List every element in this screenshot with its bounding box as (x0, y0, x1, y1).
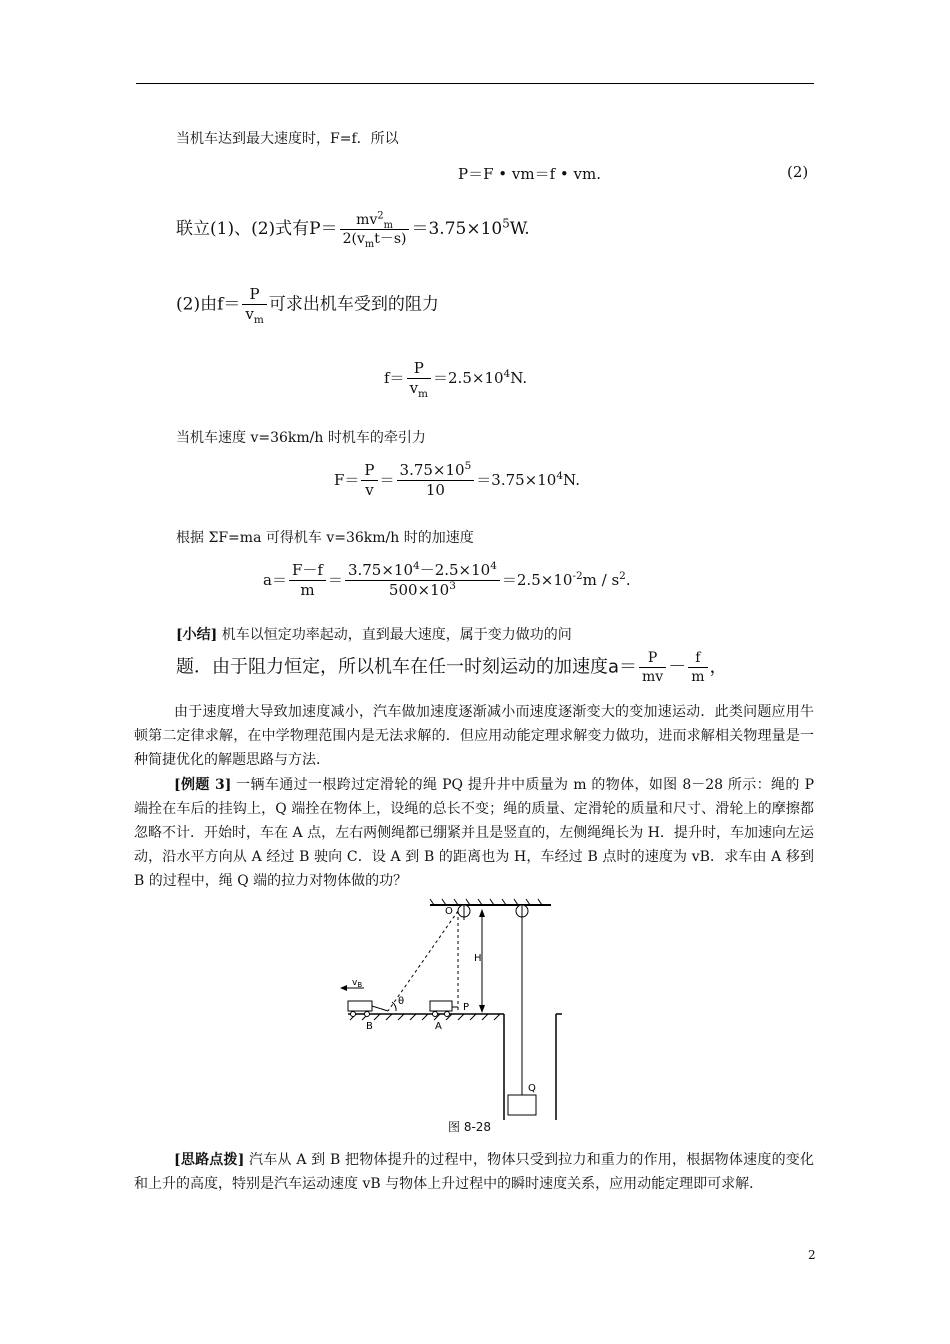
label-A: A (435, 1021, 442, 1032)
eq7-post-sup: 4 (556, 469, 564, 482)
text-line-1: 当机车达到最大速度时，F=f．所以 (176, 131, 399, 147)
label-vB (352, 978, 362, 989)
equation-number-2: (2) (787, 163, 809, 181)
summary-equation (176, 650, 728, 685)
text-line-8: 根据 ΣF=ma 可得机车 v=36km/h 时的加速度 (176, 530, 474, 546)
eq7-f2-den: 10 (425, 481, 445, 500)
label-O: O (445, 906, 453, 917)
eq5-num: P (407, 360, 431, 379)
eq11-f2-num: f (688, 650, 707, 668)
paragraph-explanation: 由于速度增大导致加速度减小，汽车做加速度逐渐减小而速度逐渐变大的变加速运动．此类问题应用牛顿第二定律求解，在中学物理范围内是无法求解的．但应用动能定理求解变力做功，进而求解相关物理量是一种简捷优化的解题思路与方法． (134, 704, 814, 768)
label-Q: Q (528, 1083, 536, 1094)
eq3-num-sub: m (383, 219, 393, 231)
eq3-post-sup: 5 (502, 216, 510, 231)
eq9-post-end-sup: 2 (619, 569, 626, 582)
example-3-text: 一辆车通过一根跨过定滑轮的绳 PQ 提升井中质量为 m 的物体，如图 8－28 所示：绳的 P 端拴在车后的挂钩上，Q 端拴在物体上，设绳的总长不变；绳的质量、定滑轮的质量和尺寸、滑轮上的摩擦都忽略不计．开始时，车在 A 点，左右两侧绳都已绷紧并且是竖直的，左侧绳绳长为 H．提升时，车加速向左运动，沿水平方向从 A 经过 B 驶向 C．设 A 到 B 的距离也为 H，车经过 B 点时的速度为 vB．求车由 A 移到 B 的过程中，绳 Q 端的拉力对物体做的功？ (134, 777, 814, 889)
eq4-fraction (242, 285, 266, 327)
eq4-den: v (245, 305, 254, 324)
eq9-f1-den: m (300, 581, 315, 600)
eq11-fraction-1 (639, 650, 666, 685)
eq7-prefix: F＝ (334, 470, 360, 489)
hint-text: 汽车从 A 到 B 把物体提升的过程中，物体只受到拉力和重力的作用，根据物体速度的变化和上升的高度，特别是汽车运动速度 vB 与物体上升过程中的瞬时速度关系，应用动能定理即可求解． (134, 1152, 815, 1192)
hint-paragraph (134, 1148, 814, 1196)
eq11-fraction-2 (688, 650, 707, 685)
eq9-f1-num: F－f (289, 562, 326, 581)
eq3-den-sub: m (364, 238, 375, 250)
mass-Q (508, 1095, 536, 1115)
eq11-f1-num: P (639, 650, 666, 668)
eq4-post: 可求出机车受到的阻力 (268, 294, 439, 315)
equation-a-value (263, 562, 631, 600)
height-arrow-top (479, 909, 485, 917)
eq5-fraction (407, 359, 431, 401)
eq9-mid: ＝ (327, 570, 343, 589)
eq7-mid: ＝ (379, 470, 395, 489)
eq3-prefix: 联立(1)、(2)式有P＝ (176, 219, 338, 240)
eq9-prefix: a＝ (263, 570, 287, 589)
ground-right (556, 1014, 562, 1120)
eq11-prefix: 题．由于阻力恒定，所以机车在任一时刻运动的加速度a＝ (176, 656, 638, 678)
eq9-post-sup: -2 (572, 569, 583, 582)
eq9-f2-num-a-sup: 4 (413, 560, 420, 572)
eq7-f2-num: 3.75×10 (399, 461, 465, 479)
eq4-num: P (242, 286, 266, 305)
text-line-6: 当机车速度 v=36km/h 时机车的牵引力 (176, 430, 426, 446)
eq5-prefix: f＝ (384, 368, 405, 387)
hint-label: [思路点拨] (174, 1152, 245, 1168)
eq7-fraction-1 (361, 462, 377, 500)
eq9-post: ＝2.5×10 (501, 570, 573, 589)
eq7-fraction-2 (397, 462, 475, 500)
eq9-f2-den-sup: 3 (449, 580, 456, 593)
height-arrow-bottom (479, 1005, 485, 1013)
eq7-post: ＝3.75×10 (476, 470, 557, 489)
eq11-post: ， (709, 656, 728, 678)
eq7-f1-den: v (365, 481, 374, 500)
eq5-den-sub: m (418, 388, 429, 401)
angle-arc (392, 1002, 396, 1011)
eq7-f2-num-sup: 5 (464, 460, 472, 472)
eq4-den-sub: m (253, 314, 264, 327)
eq9-post-end: m / s (582, 570, 620, 589)
summary-line (176, 624, 572, 644)
equation-f-value (384, 359, 528, 401)
header-rule (136, 83, 814, 84)
eq11-f2-den: m (691, 669, 705, 686)
eq3-fraction (340, 210, 410, 250)
label-vB-sub: B (357, 981, 363, 989)
eq5-post-end: N. (510, 368, 528, 387)
eq11-f1-den: mv (642, 669, 664, 686)
eq3-post-end: W. (509, 219, 530, 240)
eq9-fraction-2 (345, 562, 500, 600)
figure-8-28 (336, 895, 562, 1120)
eq4-prefix: (2)由f＝ (176, 294, 241, 315)
eq9-fraction-1 (289, 562, 326, 600)
eq3-post: ＝3.75×10 (411, 219, 503, 240)
equation-f-from-p (176, 285, 439, 327)
figure-caption: 图 8-28 (448, 1120, 492, 1134)
label-H: H (474, 953, 482, 964)
equation-p: P＝F • vm＝f • vm. (458, 165, 601, 183)
label-B: B (366, 1021, 373, 1032)
page-number: 2 (808, 1248, 816, 1262)
eq9-f2-den: 500×10 (388, 581, 450, 600)
label-vB-v: v (352, 978, 358, 988)
label-theta: θ (398, 996, 405, 1007)
eq9-f2-num-a: 3.75×10 (347, 561, 413, 579)
eq3-den: 2(v (342, 231, 365, 248)
eq3-num: mv (356, 212, 378, 228)
equation-combined (176, 210, 530, 250)
velocity-arrowhead (340, 985, 347, 991)
eq5-post: ＝2.5×10 (433, 368, 504, 387)
eq9-f2-num-b: －2.5×10 (419, 561, 491, 579)
eq9-dot: . (625, 570, 631, 589)
eq9-f2-num-b-sup: 4 (490, 560, 497, 572)
eq11-mid: － (668, 656, 687, 678)
eq3-num-sup: 2 (377, 210, 384, 222)
eq3-den-rest: t－s) (374, 231, 407, 248)
equation-F-value (334, 462, 580, 500)
figure-ceiling (430, 899, 551, 905)
example-3-paragraph (134, 773, 814, 893)
summary-label: [小结] (176, 627, 218, 643)
eq5-post-sup: 4 (503, 367, 511, 380)
label-P: P (463, 1002, 470, 1013)
eq7-f1-num: P (361, 462, 377, 481)
summary-text: 机车以恒定功率起动，直到最大速度，属于变力做功的问 (217, 627, 572, 643)
eq7-post-end: N. (563, 470, 580, 489)
eq5-den: v (409, 379, 419, 398)
example-3-label: [例题 3] (174, 777, 232, 793)
